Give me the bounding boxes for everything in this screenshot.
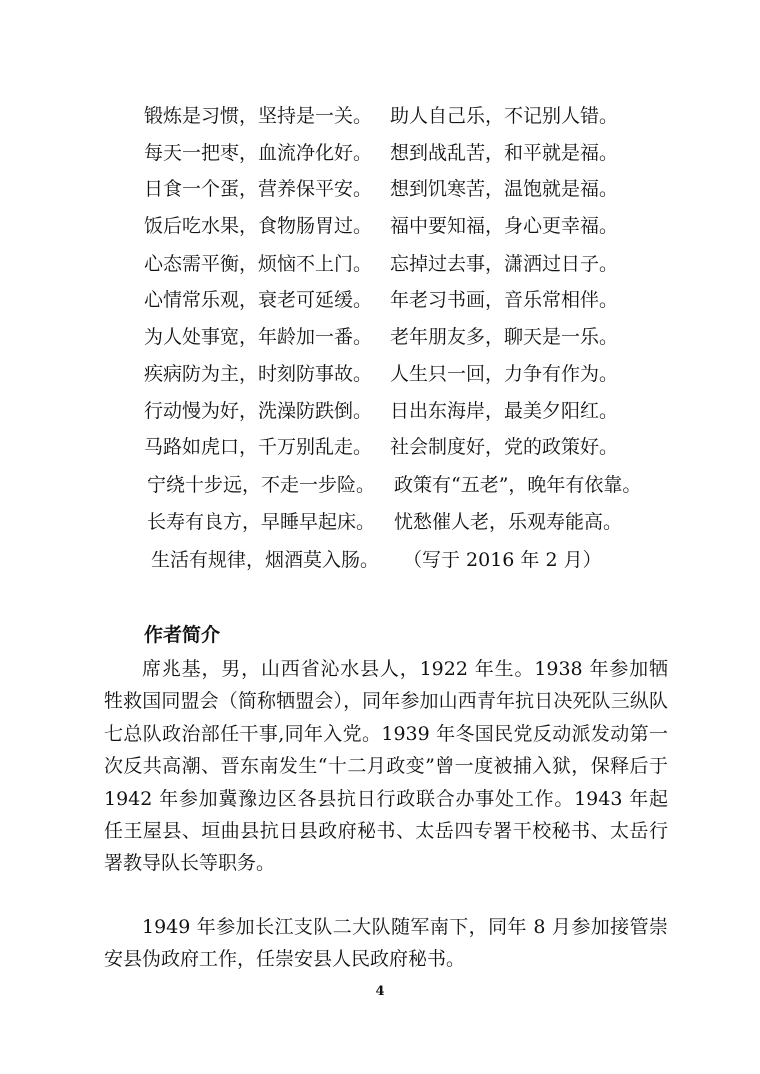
poem-line-left: 心态需平衡，烦恼不上门。: [144, 253, 373, 275]
poem-line-left: 饭后吃水果，食物肠胃过。: [144, 215, 373, 237]
poem-line-left: 每天一把枣，血流净化好。: [144, 142, 373, 164]
poem-line-right: 人生只一回，力争有作为。: [390, 363, 619, 385]
poem-line-right: 年老习书画，音乐常相伴。: [390, 289, 619, 311]
bio-paragraph-2: [104, 911, 668, 976]
poem-line-right: 日出东海岸，最美夕阳红。: [390, 400, 619, 422]
poem-line-left: 日食一个蛋，营养保平安。: [144, 178, 373, 200]
page-number: 4: [375, 984, 385, 999]
poem-line-right: 政策有“五老”，晚年有依靠。: [394, 474, 642, 496]
poem-line-left: 行动慢为好，洗澡防跌倒。: [144, 400, 373, 422]
poem-line-left: 锻炼是习惯，坚持是一关。: [144, 105, 373, 127]
poem-line-right: 助人自己乐，不记别人错。: [390, 105, 619, 127]
poem-line-right: 想到战乱苦，和平就是福。: [390, 142, 619, 164]
poem-line-left: 生活有规律，烟酒莫入肠。: [151, 549, 380, 571]
poem-line-right: 福中要知福，身心更幸福。: [390, 215, 619, 237]
bio-paragraph-1: [104, 653, 668, 880]
poem-line-left: 为人处事宽，年龄加一番。: [144, 326, 373, 348]
poem-line-right: 忘掉过去事，潇洒过日子。: [390, 253, 619, 275]
paragraph-text: 1949 年参加长江支队二大队随军南下，同年 8 月参加接管崇安县伪政府工作，任崇安县人民政府秘书。: [104, 916, 668, 971]
poem-line-left: 马路如虎口，千万别乱走。: [144, 436, 373, 458]
section-heading: 作者简介: [144, 624, 221, 646]
poem-line-left: 疾病防为主，时刻防事故。: [144, 363, 373, 385]
poem-line-right: 社会制度好，党的政策好。: [390, 436, 619, 458]
poem-line-left: 心情常乐观，衰老可延缓。: [144, 289, 373, 311]
poem-line-left: 长寿有良方，早睡早起床。: [147, 511, 376, 533]
poem-line-right: （写于 2016 年 2 月）: [403, 549, 602, 571]
poem-line-right: 老年朋友多，聊天是一乐。: [390, 326, 619, 348]
poem-line-right: 想到饥寒苦，温饱就是福。: [390, 178, 619, 200]
poem-line-left: 宁绕十步远，不走一步险。: [147, 474, 376, 496]
poem-line-right: 忧愁催人老，乐观寿能高。: [394, 511, 623, 533]
paragraph-text: 席兆基，男，山西省沁水县人，1922 年生。1938 年参加牺牲救国同盟会（简称牺盟会），同年参加山西青年抗日决死队三纵队七总队政治部任干事,同年入党。1939 年冬国民党反动派发动第一次反共高潮、晋东南发生“十二月政变”曾一度被捕入狱，保释后于 1942 年参加冀豫边区各县抗日行政联合办事处工作。1943 年起任王屋县、垣曲县抗日县政府秘书、太岳四专署干校秘书、太岳行署教导队长等职务。: [104, 658, 668, 875]
